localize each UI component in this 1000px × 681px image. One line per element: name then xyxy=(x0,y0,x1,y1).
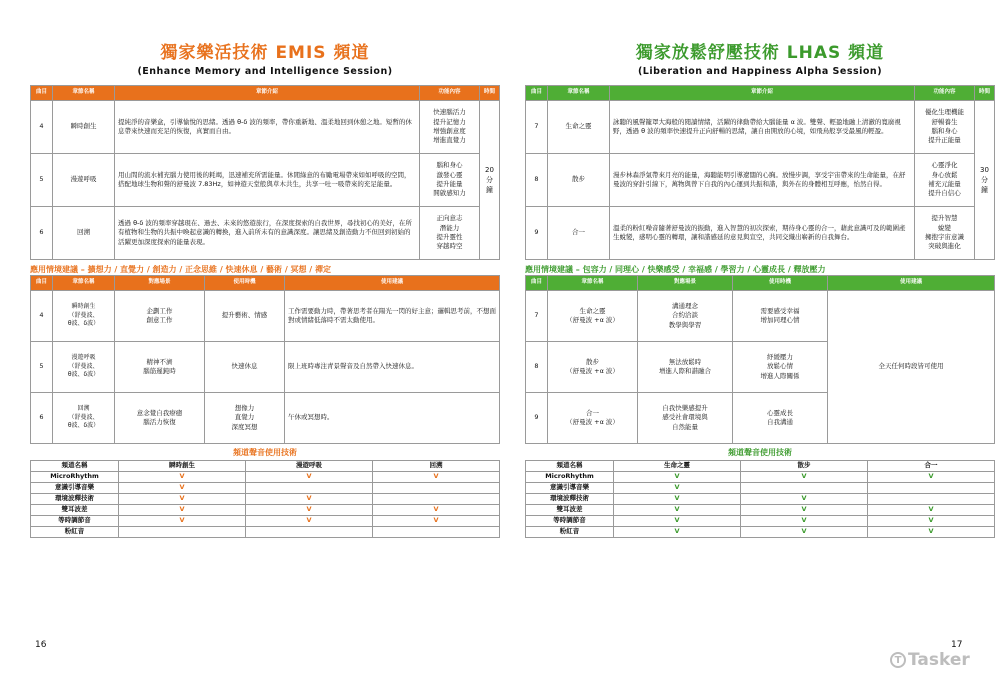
check-mark xyxy=(373,526,500,537)
track-number: 5 xyxy=(31,153,53,206)
track-number: 7 xyxy=(526,290,548,341)
check-mark: V xyxy=(614,526,741,537)
tech-name: MicroRhythm xyxy=(31,471,119,482)
track-number: 4 xyxy=(31,100,53,153)
scene: 精神不濟 腦筋遲鈍時 xyxy=(115,341,205,392)
col-header: 頻道名稱 xyxy=(526,460,614,471)
duration: 30 分 鐘 xyxy=(975,100,995,259)
tech-table-title: 頻道聲音使用技術 xyxy=(728,447,792,457)
table-row xyxy=(31,206,500,259)
lhas-title: 獨家放鬆舒壓技術 LHAS 頻道 xyxy=(635,43,885,63)
check-mark: V xyxy=(741,504,868,515)
left-page xyxy=(30,0,500,538)
page-number-left: 16 xyxy=(35,640,47,650)
table-row xyxy=(31,493,500,504)
check-mark: V xyxy=(119,471,246,482)
table-row xyxy=(31,471,500,482)
track-name: 散步 （舒曼波 +α 波） xyxy=(548,341,638,392)
table-row xyxy=(31,153,500,206)
check-mark: V xyxy=(614,504,741,515)
track-description: 漫步林森淨氣帶來月亮的能量，海聽能明引導遼闊的心胸。放慢步調，享受宇宙帶來的生命能量，在舒曼波的穿針引線下，萬物與曾下自我的內心運到共振和諧，與外在的身體相互呼應，怡然自得。 xyxy=(610,153,915,206)
tech-name: 環境波釋技術 xyxy=(31,493,119,504)
check-mark: V xyxy=(868,504,995,515)
check-mark: V xyxy=(119,504,246,515)
table-row xyxy=(31,482,500,493)
col-header: 合一 xyxy=(868,460,995,471)
col-header: 章節介紹 xyxy=(115,86,420,101)
track-name: 漫遊呼吸 （舒曼波、 θ波、δ波） xyxy=(53,341,115,392)
col-header: 章節介紹 xyxy=(610,86,915,101)
scene: 無法放鬆時 增進人際和諧融合 xyxy=(638,341,733,392)
track-name: 合一 （舒曼波 +α 波） xyxy=(548,392,638,443)
table-header-row xyxy=(526,86,995,101)
application-heading: 應用情境建議 – 擴想力 / 直覺力 / 創造力 / 正念思維 / 快速休息 / 藝術 / 冥想 / 禪定 xyxy=(30,264,332,274)
advice: 全天任何時段皆可使用 xyxy=(828,290,995,443)
table-header-row xyxy=(526,460,995,471)
track-name: 生命之靈 xyxy=(548,100,610,153)
check-mark: V xyxy=(741,493,868,504)
advice: 午休或冥想時。 xyxy=(285,392,500,443)
col-header: 章節名稱 xyxy=(548,86,610,101)
track-name: 合一 xyxy=(548,206,610,259)
emis-tech-table xyxy=(30,460,500,538)
check-mark xyxy=(373,493,500,504)
tech-name: 雙耳波差 xyxy=(526,504,614,515)
col-header: 時間 xyxy=(975,86,995,101)
col-header: 曲目 xyxy=(31,275,53,290)
check-mark: V xyxy=(868,515,995,526)
check-mark: V xyxy=(119,482,246,493)
track-function: 腦和身心 激發心靈 提升能量 開啟感知力 xyxy=(420,153,480,206)
watermark-text: Tasker xyxy=(908,650,970,670)
tech-name: 雙耳波差 xyxy=(31,504,119,515)
table-row xyxy=(526,482,995,493)
col-header: 使用時機 xyxy=(205,275,285,290)
check-mark: V xyxy=(373,504,500,515)
tasker-logo-icon: T xyxy=(890,652,906,668)
table-row xyxy=(526,206,995,259)
table-row xyxy=(526,290,995,341)
col-header: 時間 xyxy=(480,86,500,101)
check-mark: V xyxy=(614,515,741,526)
scene: 企劃工作 創意工作 xyxy=(115,290,205,341)
table-row xyxy=(31,100,500,153)
table-row xyxy=(526,493,995,504)
emis-application-table xyxy=(30,275,500,444)
track-number: 5 xyxy=(31,341,53,392)
col-header: 曲目 xyxy=(31,86,53,101)
col-header: 功能內容 xyxy=(420,86,480,101)
timing: 需要感受幸福 增加同理心情 xyxy=(733,290,828,341)
tech-name: 粉紅音 xyxy=(526,526,614,537)
track-description: 詠聽的風聲籠罩大海般的閱讀情緒，活躍的律動帶給大腦能量 α 波。雙聲、輕盈地融上清澈的寬廣視野，透過 θ 波的頻率快速提升正向舒暢的思緒，讓自由開放的心境，如飛鳥般享受最風的輕盈。 xyxy=(610,100,915,153)
table-row xyxy=(31,504,500,515)
check-mark: V xyxy=(741,515,868,526)
check-mark xyxy=(868,482,995,493)
table-row xyxy=(31,526,500,537)
col-header: 使用建議 xyxy=(285,275,500,290)
col-header: 漫遊呼吸 xyxy=(246,460,373,471)
tech-name: 環境波釋技術 xyxy=(526,493,614,504)
check-mark: V xyxy=(741,526,868,537)
check-mark: V xyxy=(246,493,373,504)
check-mark: V xyxy=(868,526,995,537)
tech-name: 粉紅音 xyxy=(31,526,119,537)
table-row xyxy=(31,290,500,341)
check-mark xyxy=(373,482,500,493)
tasker-watermark xyxy=(890,650,970,670)
track-number: 6 xyxy=(31,206,53,259)
col-header: 章節名稱 xyxy=(53,86,115,101)
track-description: 透過 θ-δ 波的頻率穿越現在、過去、未來的悠遊旅行，在深度探索的自我世界，尋找初心的美好，在所有植物和生物的共振中喚起意識的轉換，進入前所未有的意識深度。讓思緒及創造動力不但回到初始的活躍更加深度探索的能量表現。 xyxy=(115,206,420,259)
check-mark: V xyxy=(246,515,373,526)
track-name: 回溯 xyxy=(53,206,115,259)
track-number: 4 xyxy=(31,290,53,341)
col-header: 章節名稱 xyxy=(53,275,115,290)
col-header: 頻道名稱 xyxy=(31,460,119,471)
track-number: 8 xyxy=(526,341,548,392)
table-row xyxy=(31,392,500,443)
table-row xyxy=(31,341,500,392)
track-name: 瞬時創生 （舒曼波、 θ波、δ波） xyxy=(53,290,115,341)
lhas-application-table xyxy=(525,275,995,444)
lhas-subtitle: (Liberation and Happiness Alpha Session) xyxy=(637,66,883,77)
check-mark: V xyxy=(119,515,246,526)
table-header-row xyxy=(31,275,500,290)
col-header: 曲目 xyxy=(526,86,548,101)
timing: 心靈成長 自我溝通 xyxy=(733,392,828,443)
check-mark: V xyxy=(614,471,741,482)
scene: 意念覺自我療癒 腦活力恢復 xyxy=(115,392,205,443)
lhas-tech-table xyxy=(525,460,995,538)
track-function: 提升智慧 蛻變 擁抱宇宙意識 突破與進化 xyxy=(915,206,975,259)
col-header: 回溯 xyxy=(373,460,500,471)
page-number-right: 17 xyxy=(951,640,963,650)
check-mark xyxy=(246,526,373,537)
tech-name: 意識引導音樂 xyxy=(31,482,119,493)
tech-name: 意識引導音樂 xyxy=(526,482,614,493)
track-function: 優化生理機能 舒暢養生 腦和身心 提升正能量 xyxy=(915,100,975,153)
col-header: 使用建議 xyxy=(828,275,995,290)
timing: 紓緩壓力 放鬆心情 增進人際關係 xyxy=(733,341,828,392)
tech-name: 等時調節音 xyxy=(31,515,119,526)
col-header: 生命之靈 xyxy=(614,460,741,471)
check-mark: V xyxy=(741,471,868,482)
track-number: 8 xyxy=(526,153,548,206)
check-mark: V xyxy=(614,493,741,504)
track-function: 快速腦活力 提升記憶力 增強創意度 增進直覺力 xyxy=(420,100,480,153)
advice: 工作需要動力時，帶著思考者在陽光一閃的好主意；邏輯思考前，不想面對或情緒低落時不需太動使用。 xyxy=(285,290,500,341)
table-row xyxy=(526,471,995,482)
emis-track-table xyxy=(30,85,500,260)
track-number: 7 xyxy=(526,100,548,153)
check-mark: V xyxy=(373,471,500,482)
col-header: 瞬時創生 xyxy=(119,460,246,471)
table-row xyxy=(526,515,995,526)
timing: 提升藝術、情感 xyxy=(205,290,285,341)
duration: 20 分 鐘 xyxy=(480,100,500,259)
advice: 限上班時專注青景聲音及自然帶入快速休息。 xyxy=(285,341,500,392)
tech-name: 等時調節音 xyxy=(526,515,614,526)
track-description: 用山間的流水補充腦力使用後的耗竭，迅速補充所需能量。休閒綠意的布勵電場帶來如如呼吸的空間，搭配地球生物和聲的舒曼波 7.83Hz，如神遊天堂般與草木共生，共享一吐一吸帶來的充足能量。 xyxy=(115,153,420,206)
table-header-row xyxy=(31,86,500,101)
table-row xyxy=(526,526,995,537)
timing: 快速休息 xyxy=(205,341,285,392)
tech-table-title: 頻道聲音使用技術 xyxy=(233,447,297,457)
check-mark xyxy=(868,493,995,504)
col-header: 散步 xyxy=(741,460,868,471)
table-row xyxy=(526,100,995,153)
table-header-row xyxy=(31,460,500,471)
application-heading: 應用情境建議 – 包容力 / 同理心 / 快樂感受 / 幸福感 / 學習力 / 心靈成長 / 釋放壓力 xyxy=(525,264,826,274)
track-name: 回溯 （舒曼波、 θ波、δ波） xyxy=(53,392,115,443)
track-name: 瞬時創生 xyxy=(53,100,115,153)
track-name: 生命之靈 （舒曼波 +α 波） xyxy=(548,290,638,341)
emis-title: 獨家樂活技術 EMIS 頻道 xyxy=(160,43,370,63)
table-row xyxy=(526,153,995,206)
timing: 想像力 直覺力 深度冥想 xyxy=(205,392,285,443)
track-name: 漫遊呼吸 xyxy=(53,153,115,206)
col-header: 章節名稱 xyxy=(548,275,638,290)
check-mark: V xyxy=(246,471,373,482)
col-header: 對應場景 xyxy=(115,275,205,290)
track-description: 提純淨的音樂盒，引導愉悅的思緒。透過 θ-δ 波的頻率，帶你重新地、溫柔地回到休憩之地。短暫的休息帶來快速而充足的恢復，真實而自由。 xyxy=(115,100,420,153)
check-mark xyxy=(246,482,373,493)
track-number: 9 xyxy=(526,206,548,259)
track-number: 9 xyxy=(526,392,548,443)
track-function: 心靈淨化 身心放鬆 補充元能量 提升自信心 xyxy=(915,153,975,206)
table-row xyxy=(526,504,995,515)
col-header: 對應場景 xyxy=(638,275,733,290)
check-mark xyxy=(741,482,868,493)
check-mark: V xyxy=(614,482,741,493)
table-header-row xyxy=(526,275,995,290)
col-header: 曲目 xyxy=(526,275,548,290)
check-mark: V xyxy=(868,471,995,482)
check-mark: V xyxy=(119,493,246,504)
lhas-track-table xyxy=(525,85,995,260)
col-header: 功能內容 xyxy=(915,86,975,101)
check-mark: V xyxy=(246,504,373,515)
col-header: 使用時機 xyxy=(733,275,828,290)
check-mark xyxy=(119,526,246,537)
check-mark: V xyxy=(373,515,500,526)
track-number: 6 xyxy=(31,392,53,443)
tech-name: MicroRhythm xyxy=(526,471,614,482)
right-page xyxy=(525,0,995,538)
scene: 溝通理念 合約洽談 教學與學習 xyxy=(638,290,733,341)
emis-subtitle: (Enhance Memory and Intelligence Session) xyxy=(137,66,393,77)
scene: 自我快樂感提升 感受社會環境與 自然能量 xyxy=(638,392,733,443)
track-name: 散步 xyxy=(548,153,610,206)
track-function: 正向意志 潛能力 提升靈性 穿越時空 xyxy=(420,206,480,259)
table-row xyxy=(31,515,500,526)
track-description: 溫柔的粉紅噪音隨著舒曼波的振動，進入智慧的初次探索，期待身心靈的合一，藉此意識可及的範圍產生蛻變，感明心靈的轉環，讓和諧感延的意見與宣空，共同交織出嶄新的自我舞台。 xyxy=(610,206,915,259)
